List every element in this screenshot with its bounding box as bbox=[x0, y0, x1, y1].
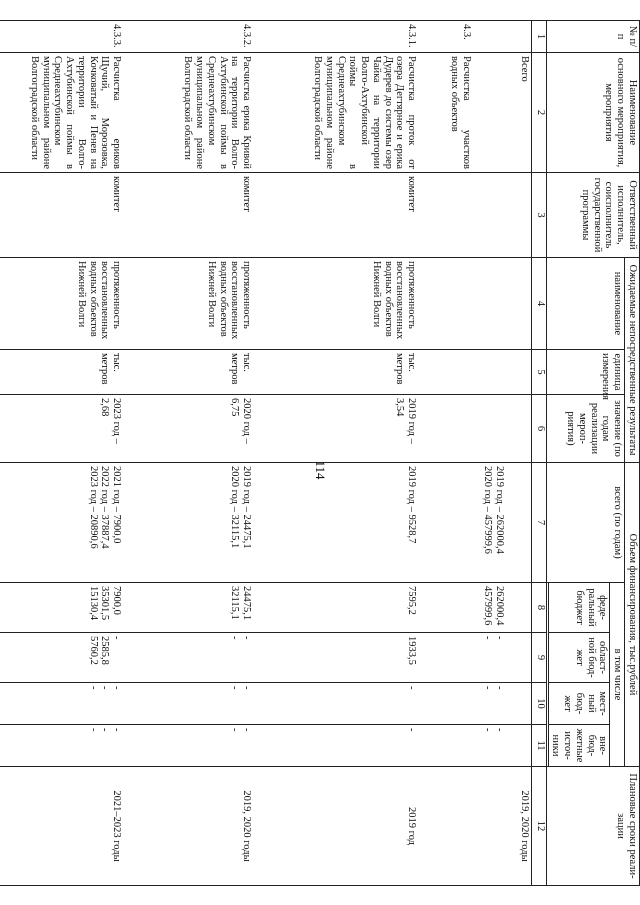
row-name: Расчистка ерика Кривой на территории Волго-Ахтубинской поймы в Среднеахтубинском муниципальном районе Волгоградской области bbox=[123, 53, 253, 173]
row-unit bbox=[473, 350, 531, 395]
row-extrabudget bbox=[123, 725, 253, 767]
row-extrabudget-line: - bbox=[229, 728, 241, 732]
header-terms: Плановые сроки реали-зации bbox=[546, 767, 639, 886]
header-including: в том числе bbox=[610, 583, 625, 767]
row-extrabudget-line: - bbox=[99, 728, 111, 732]
row-result-name: протяженность восстановленных водных объектов Нижней Волги bbox=[253, 258, 418, 350]
row-number: 4.3. bbox=[418, 21, 473, 53]
row-local bbox=[418, 683, 473, 725]
row-terms: 2019 год bbox=[253, 767, 418, 886]
row-total bbox=[473, 463, 531, 583]
row-total bbox=[0, 463, 123, 583]
row-extrabudget-line: - bbox=[493, 728, 505, 732]
rotated-table-area bbox=[29, 20, 640, 885]
row-federal bbox=[473, 583, 531, 633]
row-extrabudget-line: - bbox=[241, 728, 253, 732]
row-regional-line: 5760,2 bbox=[87, 636, 99, 665]
row-federal bbox=[253, 583, 418, 633]
row-local bbox=[473, 683, 531, 725]
row-total bbox=[123, 463, 253, 583]
row-terms: 2021–2023 годы bbox=[0, 767, 123, 886]
row-regional-line: 1933,5 bbox=[406, 636, 418, 665]
row-result-name bbox=[473, 258, 531, 350]
row-extrabudget bbox=[0, 725, 123, 767]
table-row bbox=[123, 21, 253, 886]
row-extrabudget bbox=[418, 725, 473, 767]
row-federal bbox=[123, 583, 253, 633]
header-unit: единица измерения bbox=[546, 350, 625, 395]
column-number: 11 bbox=[531, 725, 546, 767]
row-total-line: 2023 год – 20890,6 bbox=[87, 466, 99, 549]
row-federal-line: 7595,2 bbox=[406, 586, 418, 615]
row-unit: тыс. метров bbox=[0, 350, 123, 395]
row-terms: 2019, 2020 годы bbox=[473, 767, 531, 886]
row-regional-line: - bbox=[241, 636, 253, 640]
row-name: Всего bbox=[473, 53, 531, 173]
column-number: 1 bbox=[531, 21, 546, 53]
row-total-line: 2020 год – 32115,1 bbox=[229, 466, 241, 549]
row-local-line: - bbox=[493, 686, 505, 690]
row-terms: 2019, 2020 годы bbox=[123, 767, 253, 886]
table-row bbox=[253, 21, 418, 886]
row-federal-line: 7900,0 bbox=[111, 586, 123, 615]
column-number: 7 bbox=[531, 463, 546, 583]
header-value: значение (по годам реализации мероп-риятия) bbox=[546, 395, 625, 463]
header-results-group: Ожидаемые непосредственные результаты bbox=[625, 258, 640, 463]
row-name: Расчистка участков водных объектов bbox=[418, 53, 473, 173]
row-value bbox=[473, 395, 531, 463]
row-total-line: 2021 год – 7900,0 bbox=[111, 466, 123, 544]
row-extrabudget-line: - bbox=[87, 728, 99, 732]
row-executor bbox=[418, 173, 473, 258]
row-local-line: - bbox=[241, 686, 253, 690]
row-local-line: - bbox=[406, 686, 418, 690]
row-local-line: - bbox=[229, 686, 241, 690]
column-number: 5 bbox=[531, 350, 546, 395]
row-regional-line: - bbox=[111, 636, 123, 640]
row-executor: комитет bbox=[123, 173, 253, 258]
header-extrabudget: вне-бюд-жетные источ-ники bbox=[548, 725, 610, 767]
column-number: 9 bbox=[531, 633, 546, 683]
column-number: 4 bbox=[531, 258, 546, 350]
row-regional-line: 2585,8 bbox=[99, 636, 111, 665]
column-number-row bbox=[531, 21, 546, 886]
header-regional: област-ной бюд-жет bbox=[548, 633, 610, 683]
header-federal: феде-ральный бюджет bbox=[548, 583, 610, 633]
row-value: 2019 год – 3,54 bbox=[253, 395, 418, 463]
table-row bbox=[0, 21, 123, 886]
row-executor: комитет bbox=[253, 173, 418, 258]
header-no: № п/п bbox=[546, 21, 639, 53]
page-number: 114 bbox=[313, 460, 328, 480]
header-local: мест-ный бюд-жет bbox=[548, 683, 610, 725]
row-result-name: протяженность восстановленных водных объектов Нижней Волги bbox=[123, 258, 253, 350]
row-extrabudget-line: - bbox=[111, 728, 123, 732]
row-value: 2020 год – 6,75 bbox=[123, 395, 253, 463]
header-finance-group: Объем финансирования, тыс.рублей bbox=[625, 463, 640, 767]
row-federal bbox=[418, 583, 473, 633]
financing-table bbox=[0, 20, 640, 886]
row-local-line: - bbox=[99, 686, 111, 690]
row-result-name: протяженность восстановленных водных объектов Нижней Волги bbox=[0, 258, 123, 350]
row-extrabudget bbox=[473, 725, 531, 767]
row-total-line: 2022 год – 37887,4 bbox=[99, 466, 111, 549]
column-number: 2 bbox=[531, 53, 546, 173]
row-name: Расчистка ериков Щучий, Морозовка, Кочковатый и Пенев на территории Волго-Ахтубинской поймы в Среднеахтубинском муниципальном районе Волгоградской области bbox=[0, 53, 123, 173]
row-value: 2023 год – 2,68 bbox=[0, 395, 123, 463]
table-header bbox=[531, 21, 639, 886]
row-local bbox=[253, 683, 418, 725]
row-result-name bbox=[418, 258, 473, 350]
row-local-line: - bbox=[87, 686, 99, 690]
row-name: Расчистка проток от озера Дегтярное и ерика Дудерев до системы озер Чайка на территории Волго-Ахтубинской поймы в Среднеахтубинском муниципальном районе Волгоградской области bbox=[253, 53, 418, 173]
column-number: 6 bbox=[531, 395, 546, 463]
row-total-line: 2020 год – 457999,6 bbox=[482, 466, 493, 554]
row-extrabudget-line: - bbox=[406, 728, 418, 732]
row-federal-line: 457999,6 bbox=[482, 586, 493, 626]
row-federal bbox=[0, 583, 123, 633]
row-regional-line: - bbox=[493, 636, 505, 640]
row-unit: тыс. метров bbox=[123, 350, 253, 395]
row-regional-line: - bbox=[229, 636, 241, 640]
row-extrabudget-line: - bbox=[482, 728, 493, 732]
column-number: 10 bbox=[531, 683, 546, 725]
header-executor: Ответственный исполнитель, соисполнитель государственной программы bbox=[546, 173, 639, 258]
header-result-name: наименование bbox=[546, 258, 625, 350]
row-total-line: 2019 год – 9528,7 bbox=[406, 466, 418, 544]
row-number bbox=[473, 21, 531, 53]
row-federal-line: 15130,4 bbox=[87, 586, 99, 621]
row-local bbox=[0, 683, 123, 725]
row-total bbox=[253, 463, 418, 583]
row-federal-line: 35301,5 bbox=[99, 586, 111, 621]
header-total: всего (по годам) bbox=[546, 463, 625, 583]
header-name: Наименование основного мероприятия, мероприятия bbox=[546, 53, 639, 173]
row-number: 4.3.1. bbox=[253, 21, 418, 53]
table-row bbox=[418, 21, 473, 886]
row-federal-line: 24475,1 bbox=[241, 586, 253, 621]
row-total-line: 2019 год – 262000,4 bbox=[493, 466, 505, 554]
row-number: 4.3.2. bbox=[123, 21, 253, 53]
row-regional bbox=[253, 633, 418, 683]
column-number: 12 bbox=[531, 767, 546, 886]
row-value bbox=[418, 395, 473, 463]
row-federal-line: 32115,1 bbox=[229, 586, 241, 620]
row-regional bbox=[473, 633, 531, 683]
row-executor bbox=[473, 173, 531, 258]
row-local bbox=[123, 683, 253, 725]
row-local-line: - bbox=[111, 686, 123, 690]
row-regional-line: - bbox=[482, 636, 493, 640]
column-number: 8 bbox=[531, 583, 546, 633]
row-unit bbox=[418, 350, 473, 395]
row-total-line: 2019 год – 24475,1 bbox=[241, 466, 253, 549]
row-local-line: - bbox=[482, 686, 493, 690]
row-executor: комитет bbox=[0, 173, 123, 258]
row-federal-line: 262000,4 bbox=[493, 586, 505, 626]
table-body bbox=[0, 21, 531, 886]
row-unit: тыс. метров bbox=[253, 350, 418, 395]
row-total bbox=[418, 463, 473, 583]
row-regional bbox=[418, 633, 473, 683]
row-terms bbox=[418, 767, 473, 886]
row-number: 4.3.3. bbox=[0, 21, 123, 53]
table-row bbox=[473, 21, 531, 886]
column-number: 3 bbox=[531, 173, 546, 258]
row-regional bbox=[123, 633, 253, 683]
row-extrabudget bbox=[253, 725, 418, 767]
row-regional bbox=[0, 633, 123, 683]
